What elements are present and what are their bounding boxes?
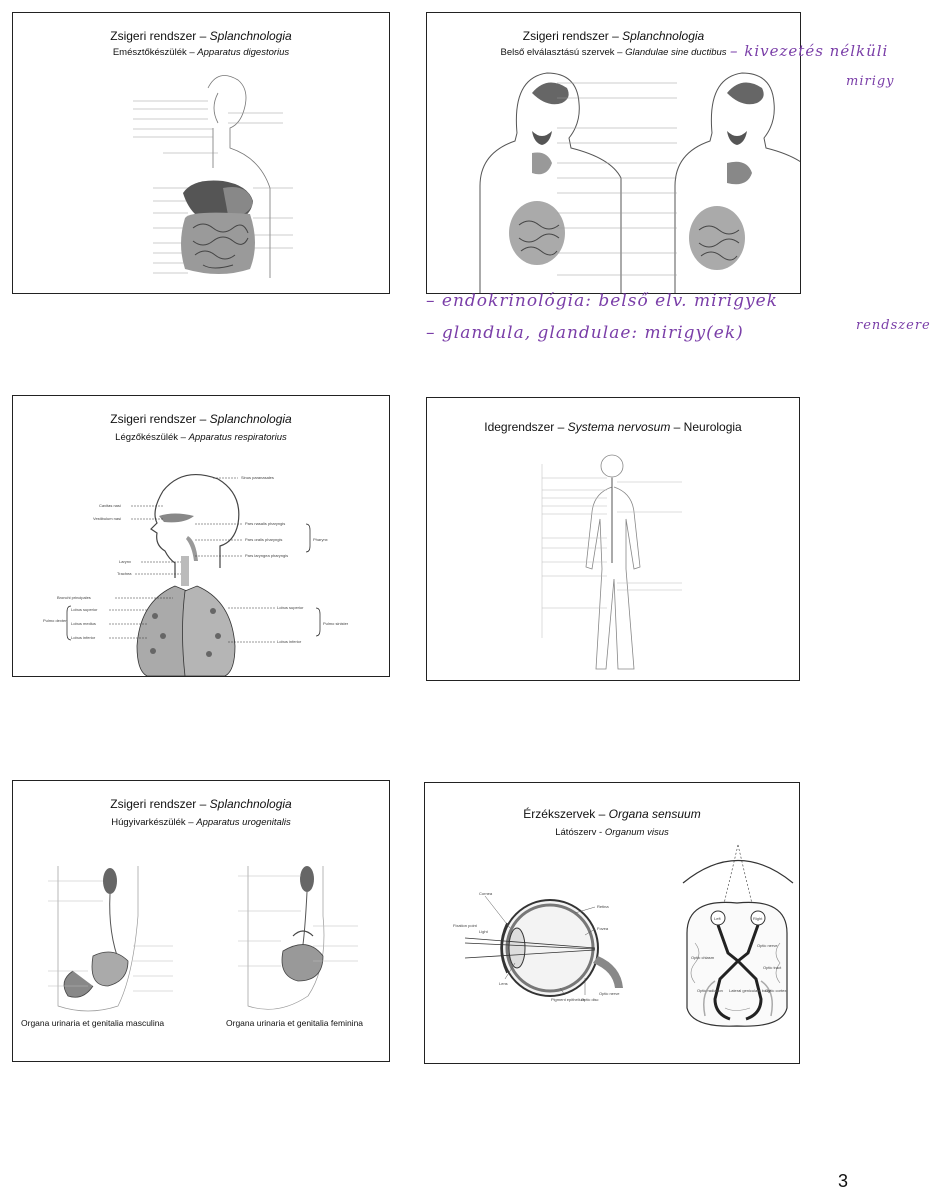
label-pulmo-dexter: Pulmo dexter — [43, 618, 67, 623]
slide-subtitle: Légzőkészülék – Apparatus respiratorius — [115, 432, 287, 443]
slide-subtitle: Húgyivarkészülék – Apparatus urogenitalis — [111, 817, 291, 828]
brain-label-right: Right — [753, 916, 763, 921]
slide-title: Zsigeri rendszer – Splanchnologia — [110, 29, 292, 43]
label-lobus-superior-dexter: Lobus superior — [71, 607, 98, 612]
caption-male: Organa urinaria et genitalia masculina — [21, 1018, 165, 1028]
slide-title: Zsigeri rendszer – Splanchnologia — [522, 29, 705, 43]
eye-label-optic-nerve: Optic nerve — [599, 991, 620, 996]
slide-title: Érzékszervek – Organa sensuum — [523, 807, 701, 821]
brain-label-lgn: Lateral geniculate body — [729, 988, 771, 993]
label-lobus-inferior-sinister: Lobus inferior — [277, 639, 302, 644]
eye-label-fixation: Fixation point — [453, 923, 477, 928]
slide-urogenital — [12, 780, 390, 1062]
label-sinus: Sinus paranasales — [241, 475, 274, 480]
brain-label-left: Left — [714, 916, 721, 921]
digestive-illustration — [13, 13, 390, 294]
caption-female: Organa urinaria et genitalia feminina — [226, 1018, 364, 1028]
handwritten-note-2: – endokrinológia: belső elv. mirigyek — [426, 291, 778, 311]
slide-nervous — [426, 397, 800, 681]
eye-label-light: Light — [479, 929, 488, 934]
handwritten-note-1b: mirigy — [846, 74, 895, 89]
slide-title: Zsigeri rendszer – Splanchnologia — [110, 797, 292, 811]
brain-label-optic-nerve: Optic nerve — [757, 943, 778, 948]
brain-label-cortex: Optic cortex — [765, 988, 787, 993]
eye-label-retina: Retina — [597, 904, 609, 909]
eye-label-pigment: Pigment epithelium — [551, 997, 586, 1002]
label-vestibulum: Vestibulum nasi — [93, 516, 122, 521]
label-lobus-superior-sinister: Lobus superior — [277, 605, 304, 610]
label-oralis: Pars oralis pharyngis — [245, 537, 283, 542]
eye-label-fovea: Fovea — [597, 926, 609, 931]
respiratory-illustration — [13, 396, 390, 677]
handwritten-note-3: – glandula, glandulae: mirigy(ek) — [426, 323, 744, 343]
label-nasalis: Pars nasalis pharyngis — [245, 521, 286, 526]
label-cavitas: Cavitas nasi — [99, 503, 121, 508]
label-larynx: Larynx — [119, 559, 132, 564]
label-pharynx: Pharynx — [313, 537, 328, 542]
label-laryngea: Pars laryngea pharyngis — [245, 553, 289, 558]
handwritten-note-3b: rendszere — [856, 318, 931, 333]
label-lobus-medius: Lobus medius — [71, 621, 96, 626]
eye-label-cornea: Cornea — [479, 891, 493, 896]
label-lobus-inferior-dexter: Lobus inferior — [71, 635, 96, 640]
slide-respiratory — [12, 395, 390, 677]
slide-subtitle: Emésztőkészülék – Apparatus digestorius — [112, 47, 290, 58]
slide-title: Idegrendszer – Systema nervosum – Neurologia — [484, 420, 742, 434]
label-bronchi: Bronchi principales — [57, 595, 91, 600]
nervous-illustration — [427, 398, 800, 681]
label-pulmo-sinister: Pulmo sinister — [323, 621, 349, 626]
visual-pathway-illustration — [425, 783, 800, 1064]
eye-label-optic-disc: Optic disc — [581, 997, 599, 1002]
page-number: 3 — [838, 1171, 849, 1191]
brain-label-chiasm: Optic chiasm — [691, 955, 715, 960]
slide-subtitle: Látószerv - Organum visus — [555, 827, 669, 838]
slide-subtitle: Belső elválasztású szervek – Glandulae sine ductibus — [500, 47, 727, 58]
label-trachea: Trachea — [117, 571, 132, 576]
brain-label-radiation: Optic radiation — [697, 988, 723, 993]
eye-label-lens: Lens — [499, 981, 508, 986]
handwritten-note-1: – kivezetés nélküli — [730, 42, 889, 60]
slide-digestive — [12, 12, 390, 294]
slide-title: Zsigeri rendszer – Splanchnologia — [110, 412, 292, 426]
brain-label-tract: Optic tract — [763, 965, 782, 970]
slide-senses — [424, 782, 800, 1064]
